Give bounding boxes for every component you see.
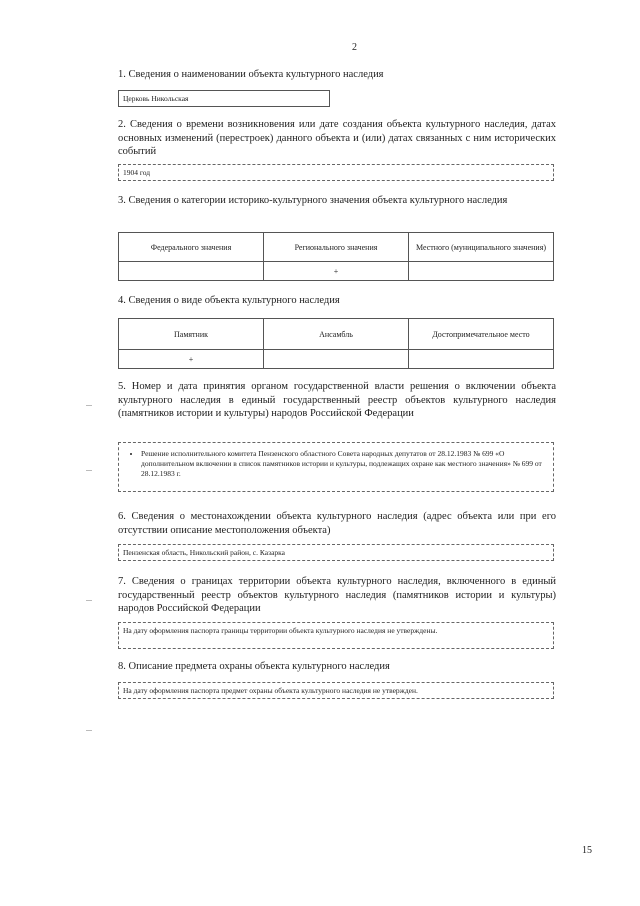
scan-margin-mark (86, 600, 92, 601)
section-1-value: Церковь Никольская (123, 94, 189, 103)
type-landmark-header: Достопримечательное место (409, 319, 554, 350)
section-8-value: На дату оформления паспорта предмет охраны объекта культурного наследия не утвержден. (123, 686, 418, 695)
section-4-heading: 4. Сведения о виде объекта культурного наследия (118, 295, 340, 306)
decision-list (125, 449, 547, 479)
table-row (119, 233, 554, 262)
category-local-header: Местного (муниципального значения) (409, 233, 554, 262)
section-2-value: 1904 год (123, 168, 151, 177)
section-5-heading: 5. Номер и дата принятия органом государственной власти решения о включении объекта культурного наследия в единый государственный реестр объектов культурного наследия (памятников истории и культуры) народов Российской Федерации (118, 381, 556, 419)
table-row (119, 262, 554, 281)
section-6-heading: 6. Сведения о местонахождении объекта культурного наследия (адрес объекта или при его отсутствии описание местоположения объекта) (118, 511, 556, 536)
section-6-value-box (118, 544, 554, 561)
section-3-heading: 3. Сведения о категории историко-культурного значения объекта культурного наследия (118, 195, 508, 206)
section-1-heading: 1. Сведения о наименовании объекта культурного наследия (118, 69, 384, 80)
footer-page-number: 15 (582, 845, 592, 856)
page-number: 2 (352, 42, 357, 53)
scan-margin-mark (86, 470, 92, 471)
section-7-value-box (118, 622, 554, 649)
type-landmark-mark (409, 350, 554, 369)
type-ensemble-header: Ансамбль (264, 319, 409, 350)
type-monument-header: Памятник (119, 319, 264, 350)
section-4-type-table (118, 318, 554, 369)
scan-margin-mark (86, 405, 92, 406)
section-1-value-box (118, 90, 330, 107)
section-6-value: Пензенская область, Никольский район, с. Казарка (123, 548, 286, 557)
section-2-value-box (118, 164, 554, 181)
category-federal-header: Федерального значения (119, 233, 264, 262)
category-regional-header: Регионального значения (264, 233, 409, 262)
section-3-category-table (118, 232, 554, 281)
category-regional-mark: + (264, 262, 409, 281)
section-2-heading: 2. Сведения о времени возникновения или дате создания объекта культурного наследия, датах основных изменений (перестроек) данного объекта и (или) датах связанных с ним исторических событий (118, 119, 556, 157)
category-federal-mark (119, 262, 264, 281)
section-8-value-box (118, 682, 554, 699)
scan-margin-mark (86, 730, 92, 731)
category-local-mark (409, 262, 554, 281)
type-ensemble-mark (264, 350, 409, 369)
type-monument-mark: + (119, 350, 264, 369)
table-row (119, 350, 554, 369)
section-5-value-box (118, 442, 554, 492)
section-7-heading: 7. Сведения о границах территории объекта культурного наследия, включенного в единый государственный реестр объектов культурного наследия (памятников истории и культуры) народов Российской Федерации (118, 576, 556, 614)
table-row (119, 319, 554, 350)
decision-item: • Решение исполнительного комитета Пензенского областного Совета народных депутатов от 28.12.1983 № 699 «О дополнительном включении в список памятников истории и культуры, подлежащих охране как местного значения» № 699 от 28.12.1983 г. (141, 449, 547, 479)
section-8-heading: 8. Описание предмета охраны объекта культурного наследия (118, 661, 390, 672)
section-7-value: На дату оформления паспорта границы территории объекта культурного наследия не утверждены. (123, 626, 438, 635)
